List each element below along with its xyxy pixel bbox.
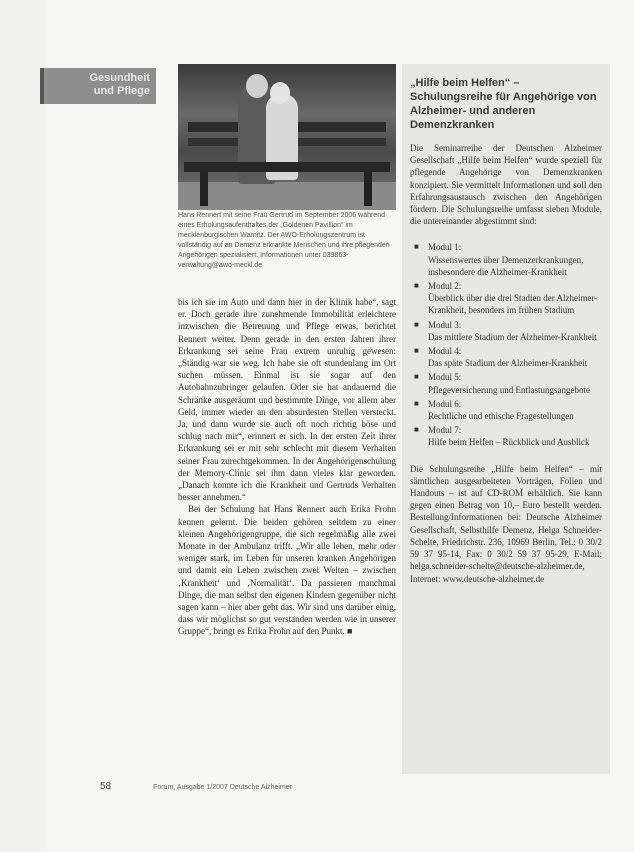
module-item: ■ Modul 3: Das mittlere Stadium der Alzheimer-Krankheit (414, 319, 597, 342)
module-item: ■ Modul 5: Pflegeversicherung und Entlastungsangebote (414, 372, 590, 395)
module-item: ■ Modul 6: Rechtliche und ethische Fragestellungen (414, 398, 574, 422)
page-footer (100, 781, 400, 792)
page-margin (0, 0, 46, 852)
module-list (410, 241, 602, 448)
article-paragraph: bis ich sie im Auto und dann hier in der Klinik habe“, sagt er. Doch gerade ihre zunehmende Immobilität erleichtere inzwischen die Betreuung und Pflege etwas, berichtet Rennert weiter. Denn gerade in den ersten Jahren ihrer Erkrankung sei seine Frau extrem unruhig gewesen: „Ständig war sie weg. Ich habe sie oft stundenlang im Ort suchen müssen. Einmal ist sie sogar auf den Autobahnzubringer gelaufen. Oder sie hat andauernd die Schränke ausgeräumt und bestimmte Dinge, vor allem aber Geld, immer wieder an den absurdesten Stellen versteckt. Ja, und dann wurde sie auch oft noch richtig böse und schlug nach mir“, erinnert er sich. In der ersten Zeit ihrer Erkrankung sei er mit sehr schlecht mit diesem Verhalten seiner Frau zurechtgekommen. In der Angehörigenschulung der Memory-Clinic sei ihm dann vieles klar geworden. „Danach konnte ich die Krankheit und Gertruds Verhalten besser annehmen.“ (178, 297, 396, 503)
bench-seat (184, 162, 390, 172)
bullet-icon: ■ (414, 346, 419, 356)
article-paragraph: Bei der Schulung hat Hans Rennert auch Erika Frohn kennen gelernt. Die beiden gehören seitdem zu einer kleinen Angehörigengruppe, die sich regelmäßig alle zwei Monate in der Ambulanz trifft. „Wir alle leben, mehr oder weniger stark, im Leben für unseren kranken Angehörigen und damit ein Leben zwischen zwei Welten – zwischen ‚Krankheit‘ und ‚Normalität‘. Da passieren manchmal Dinge, die man selbst den eigenen Kindern gegenüber nicht sagen kann – hier aber geht das. Wir sind uns darüber einig, dass wir möglichst so gut verstanden werden wie in unserer Gruppe“, bringt es Erika Frohn auf den Punkt. ■ (178, 504, 396, 637)
section-tab-bar (40, 68, 44, 104)
bullet-icon: ■ (414, 425, 419, 435)
module-item: ■ Modul 4: Das späte Stadium der Alzheimer-Krankheit (414, 346, 588, 369)
info-box-title: „Hilfe beim Helfen“ – Schulungsreihe für Angehörige von Alzheimer- und anderen Demenzkranken (410, 77, 597, 131)
bullet-icon: ■ (414, 398, 419, 408)
section-tab (44, 68, 156, 104)
section-label-line2: und Pflege (93, 85, 150, 97)
module-item: ■ Modul 1: Wissenswertes über Demenzerkrankungen, insbesondere die Alzheimer-Krankheit (414, 242, 584, 277)
bench-leg-left (200, 172, 208, 206)
module-item: ■ Modul 2: Überblick über die drei Stadien der Alzheimer-Krankheit, besonders im frühen Stadium (414, 281, 598, 316)
article-body (178, 296, 396, 638)
bullet-icon: ■ (414, 281, 419, 291)
bullet-icon: ■ (414, 242, 419, 252)
page-number: 58 (100, 781, 112, 792)
bullet-icon: ■ (414, 319, 419, 329)
man-head (246, 74, 268, 98)
couple-on-bench-photo (178, 64, 396, 210)
woman-head (270, 82, 290, 104)
info-box-intro: Die Seminarreihe der Deutschen Alzheimer Gesellschaft „Hilfe beim Helfen“ wurde speziell für pflegende Angehörige von Demenzkranken konzipiert. Sie vermittelt Informationen und soll den Erfahrungsaustausch zwischen den Angehörigen fördern. Die Schulungsreihe umfasst sieben Module, die untereinander abgestimmt sind: (410, 143, 602, 227)
section-label-line1: Gesundheit (89, 72, 150, 84)
bench-leg-right (364, 172, 372, 206)
info-box-ordering: Die Schulungsreihe „Hilfe beim Helfen“ – mit sämtlichen ausgearbeiteten Vorträgen, Folien und Handouts – ist auf CD-ROM erhältlich. Sie kann gegen einen Betrag von 10,– Euro bestellt werden. Bestellung/Informationen bei: Deutsche Alzheimer Gesellschaft, Selbsthilfe Demenz, Helga Schneider-Schelte, Friedrichstr. 236, 10969 Berlin, Tel.: 0 30/2 59 37 95-14, Fax: 0 30/2 59 37 95-29, E-Mail: helga.schneider-schelte@deutsche-alzheimer.de, Internet: www.deutsche-alzheimer.de (410, 463, 602, 584)
photo-caption: Hans Rennert mit seine Frau Gertrud im September 2006 während eines Erholungsaufenthaltes der „Goldenen Pavillion“ im mecklenburgischen Warnitz. Der AWO-Erholungszentrum ist vollständig auf an Demenz erkrankte Menschen und ihre pflegenden Angehörigen spezialisiert. Informationen unter 039863-verwaltung@awo-meckl.de (178, 212, 390, 269)
bullet-icon: ■ (414, 372, 419, 382)
module-item: ■ Modul 7: Hilfe beim Helfen – Rückblick und Ausblick (414, 425, 590, 448)
publication-line: Forum, Ausgabe 1/2007 Deutsche Alzheimer (153, 784, 292, 791)
info-box (402, 64, 610, 774)
